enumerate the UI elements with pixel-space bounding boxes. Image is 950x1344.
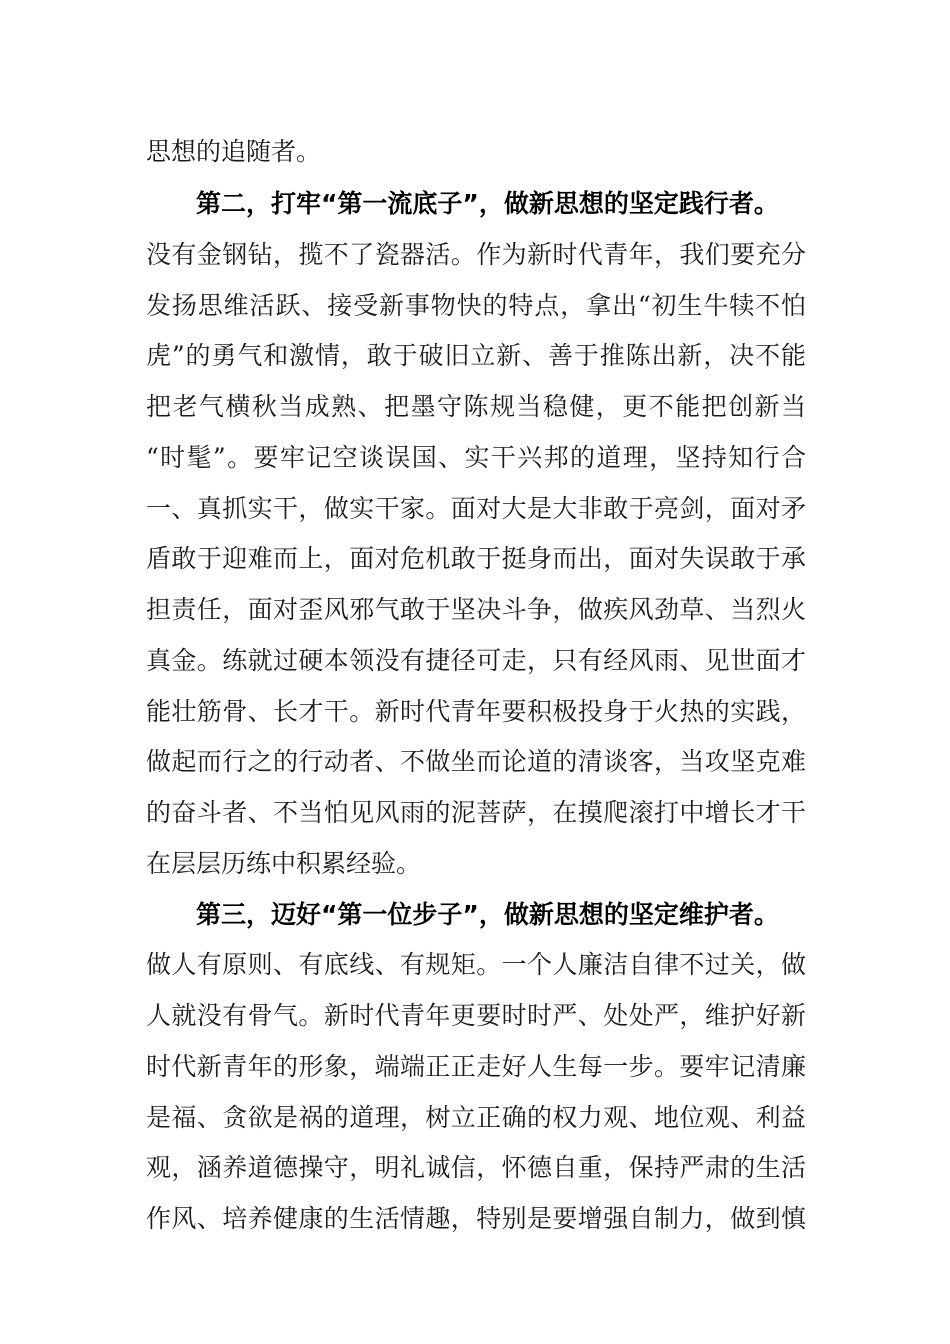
body-text-line: 是福、贪欲是祸的道理，树立正确的权力观、地位观、利益 — [146, 1103, 806, 1132]
body-text-line: 做起而行之的行动者、不做坐而论道的清谈客，当攻坚克难 — [146, 747, 806, 776]
body-text-line: 把老气横秋当成熟、把墨守陈规当稳健，更不能把创新当 — [146, 392, 806, 421]
body-text-line: 能壮筋骨、长才干。新时代青年要积极投身于火热的实践， — [146, 697, 806, 726]
section-heading-third: 第三，迈好“第一位步子”，做新思想的坚定维护者。 — [196, 900, 779, 929]
body-text-line: 的奋斗者、不当怕见风雨的泥菩萨，在摸爬滚打中增长才干 — [146, 798, 806, 827]
body-text-line: 一、真抓实干，做实干家。面对大是大非敢于亮剑，面对矛 — [146, 494, 806, 523]
body-text-line: 做人有原则、有底线、有规矩。一个人廉洁自律不过关，做 — [146, 950, 806, 979]
body-text-line: 观，涵养道德操守，明礼诚信，怀德自重，保持严肃的生活 — [146, 1153, 806, 1182]
body-text-line: 虎”的勇气和激情，敢于破旧立新、善于推陈出新，决不能 — [146, 341, 806, 370]
body-text-line: 担责任，面对歪风邪气敢于坚决斗争，做疾风劲草、当烈火 — [146, 595, 806, 624]
body-text-line: “时髦”。要牢记空谈误国、实干兴邦的道理，坚持知行合 — [146, 443, 806, 472]
body-text-line: 真金。练就过硬本领没有捷径可走，只有经风雨、见世面才 — [146, 646, 806, 675]
body-text-line: 人就没有骨气。新时代青年更要时时严、处处严，维护好新 — [146, 1001, 806, 1030]
body-text-line: 作风、培养健康的生活情趣，特别是要增强自制力，做到慎 — [146, 1204, 806, 1233]
body-text-line: 发扬思维活跃、接受新事物快的特点，拿出“初生牛犊不怕 — [146, 291, 806, 320]
body-text-line: 时代新青年的形象，端端正正走好人生每一步。要牢记清廉 — [146, 1052, 806, 1081]
body-text-line: 在层层历练中积累经验。 — [146, 849, 422, 878]
body-text-line: 盾敢于迎难而上，面对危机敢于挺身而出，面对失误敢于承 — [146, 544, 806, 573]
body-text-line: 思想的追随者。 — [146, 137, 322, 166]
section-heading-second: 第二，打牢“第一流底子”，做新思想的坚定践行者。 — [196, 189, 779, 218]
body-text-line: 没有金钢钻，揽不了瓷器活。作为新时代青年，我们要充分 — [146, 240, 806, 269]
